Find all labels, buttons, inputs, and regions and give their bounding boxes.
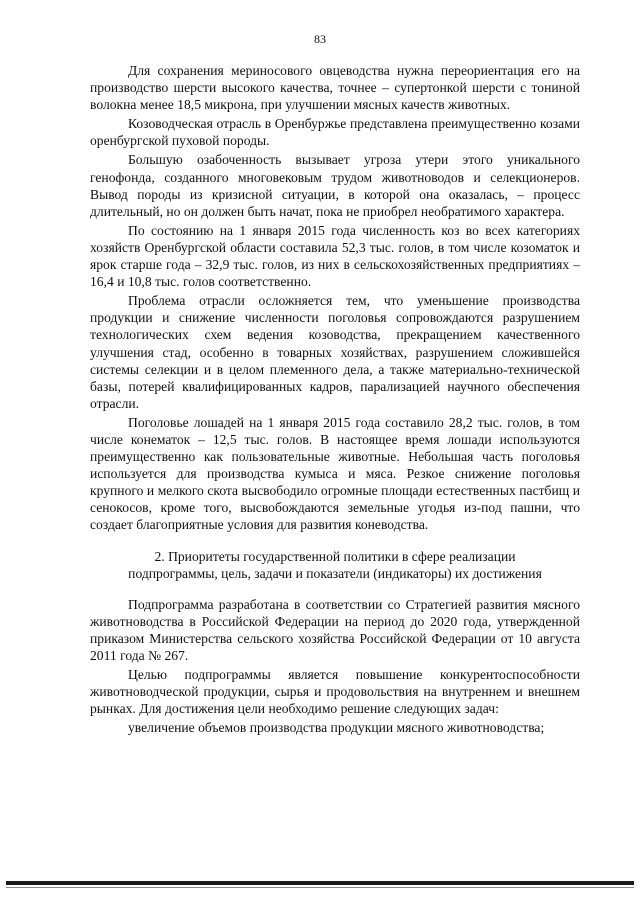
scan-edge-line xyxy=(6,887,634,888)
section-heading-line-2: подпрограммы, цель, задачи и показатели (индикаторы) их достижения xyxy=(128,565,542,581)
section-heading xyxy=(90,548,580,582)
paragraph-industry-problem: Проблема отрасли осложняется тем, что уменьшение производства продукции и снижение численности поголовья сопровождаются разрушением технологических схем ведения козоводства, прекращением качественного улучшения стад, особенно в товарных хозяйствах, разрушением сложившейся системы селекции и в целом племенного дела, а также материально-технической базы, потерей квалифицированных кадров, парализацией научного обеспечения отрасли. xyxy=(90,293,580,411)
scan-edge-bar xyxy=(6,881,634,885)
document-body xyxy=(90,62,580,738)
paragraph-merino-sheep: Для сохранения мериносового овцеводства нужна переориентация его на производство шерсти высокого качества, точнее – супертонкой шерсти с тониной волокна менее 18,5 микрона, при улучшении мясных качеств животных. xyxy=(90,63,580,113)
paragraph-subprogram-goal: Целью подпрограммы является повышение конкурентоспособности животноводческой продукции, сырья и продовольствия на внутреннем и внешнем рынках. Для достижения цели необходимо решение следующих задач: xyxy=(90,667,580,717)
paragraph-horse-breeding: Поголовье лошадей на 1 января 2015 года составило 28,2 тыс. голов, в том числе конематок – 12,5 тыс. голов. В настоящее время лошади используются преимущественно как пользовательные животные. Небольшая часть поголовья используется для производства кумыса и мяса. Резкое снижение поголовья крупного и мелкого скота высвободило огромные площади естественных пастбищ и сенокосов, кроме того, высвобождаются земельные угодья из-под пашни, что создает благоприятные условия для развития коневодства. xyxy=(90,414,580,533)
paragraph-goat-statistics: По состоянию на 1 января 2015 года численность коз во всех категориях хозяйств Оренбургской области составила 52,3 тыс. голов, в том числе козоматок и ярок старше года – 32,9 тыс. голов, из них в сельскохозяйственных предприятиях – 16,4 и 10,8 тыс. голов соответственно. xyxy=(90,222,580,290)
paragraph-genepool-threat: Большую озабоченность вызывает угроза утери этого уникального генофонда, созданного многовековым трудом животноводов и селекционеров. Вывод породы из кризисной ситуации, в которой она оказалась, – процесс длительный, но он должен быть начат, пока не приобрел необратимого характера. xyxy=(90,152,580,219)
paragraph-strategy-basis: Подпрограмма разработана в соответствии со Стратегией развития мясного животноводства в Российской Федерации на период до 2020 года, утвержденной приказом Министерства сельского хозяйства Российской Федерации от 10 августа 2011 года № 267. xyxy=(90,596,580,663)
paragraph-goat-industry: Козоводческая отрасль в Оренбуржье представлена преимущественно козами оренбургской пуховой породы. xyxy=(90,116,580,149)
paragraph-task-item: увеличение объемов производства продукции мясного животноводства; xyxy=(128,720,545,736)
section-heading-line-1: 2. Приоритеты государственной политики в сфере реализации xyxy=(154,548,516,564)
page-number: 83 xyxy=(314,32,326,46)
